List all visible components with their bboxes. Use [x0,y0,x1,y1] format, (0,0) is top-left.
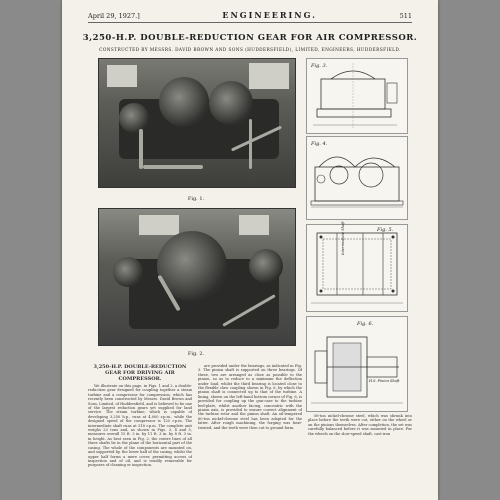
fig1-caption: Fig. 1. [187,196,205,202]
fig2-photo [98,208,296,346]
body-col3-paragraph: 56-ton nickel-chrome steel, which was shrunk into place before the teeth were cut, either on the wheel or on the pinions themselves. After completion, the set was carefully balanced before it was mounted in place. For the wheels on the slow-speed shaft, cast-iron [308,414,412,436]
page-number: 511 [399,12,412,20]
journal-page [62,0,438,500]
text-column-3 [308,414,412,494]
fig5-label: Fig. 5. [377,227,394,233]
article-subtitle: CONSTRUCTED BY MESSRS. DAVID BROWN AND SONS (HUDDERSFIELD), LIMITED, ENGINEERS, HUDDERSFIELD. [99,48,401,53]
body-col1-paragraph: We illustrate on this page, in Figs. 1 and 2, a double-reduction gear designed for coupling together a steam turbine and a compressor for compression, which has recently been constructed by Messrs. David Brown and Sons, Limited, of Huddersfield, and is believed to be one of the largest reduction gears yet supplied for land service. The steam turbine, which is capable of developing 3,250 h.p., runs at 4,000 r.p.m., while the designed speed of the compressor is 120 r.p.m. The intermediate shaft runs at 518 r.p.m. The complete unit weighs 23 tons and, as shown in Figs. 3, 4 and 5, measures overall 15 ft. 3 in. by 11 ft. 3 in. by 8 ft. 3 in. in height. As best seen in Fig. 2, the centre lines of all three shafts lie in the plane of the horizontal part of the casing. The whole of the components are mounted on, and supported by, the lower half of the casing, whilst the upper half forms a mere cover, permitting access of inspection and of oil, and is readily removable for purposes of cleaning or inspection. [88,384,192,468]
fig3-label: Fig. 3. [311,63,328,69]
fig6-shaft-label: H.S. Pinion Shaft [369,379,400,383]
text-column-2 [198,364,302,494]
journal-title: ENGINEERING. [222,10,317,20]
body-heading: 3,250-H.P. DOUBLE-REDUCTION GEAR FOR DRIVING AIR COMPRESSOR. [93,364,187,382]
article-title: 3,250-H.P. DOUBLE-REDUCTION GEAR FOR AIR COMPRESSOR. [82,33,418,43]
fig6-drawing [306,316,408,412]
fig4-label: Fig. 4. [311,141,328,147]
fig1-photo [98,58,296,188]
fig5-shaft-label: Intermediate Shaft [341,221,345,255]
fig5-drawing [306,221,408,312]
fig4-drawing [306,136,408,220]
fig3-drawing [306,58,408,134]
page-header [88,10,412,23]
fig6-label: Fig. 6. [357,321,374,327]
issue-date: April 29, 1927.] [88,12,140,20]
fig2-caption: Fig. 2. [187,351,205,357]
text-column-1 [88,364,192,494]
body-col2-paragraph: are provided under the bearings, as indicated in Fig. 3. The pinion shaft is supported on three bearings. Of these, two are arranged as close as possible to the pinion, so as to reduce to a minimum the deflection under load, whilst the third bearing is located close to the flexible claw coupling shown in Fig. 6, by which the pinion shaft is connected up to that of the turbine. A lining, shown on the left-hand bottom corner of Fig. 6, is provided for coupling up the gun-case to the turbine bed-plate, whilst another facing, concentric with the pinion axis, is provided to ensure correct alignment of the turbine rotor and the pinion shaft. An oil-tempered 60-ton nickel-chrome steel has been adopted for the latter. After rough machining, the forging was heat-treated, and the teeth were then cut to ground form. [198,364,302,430]
